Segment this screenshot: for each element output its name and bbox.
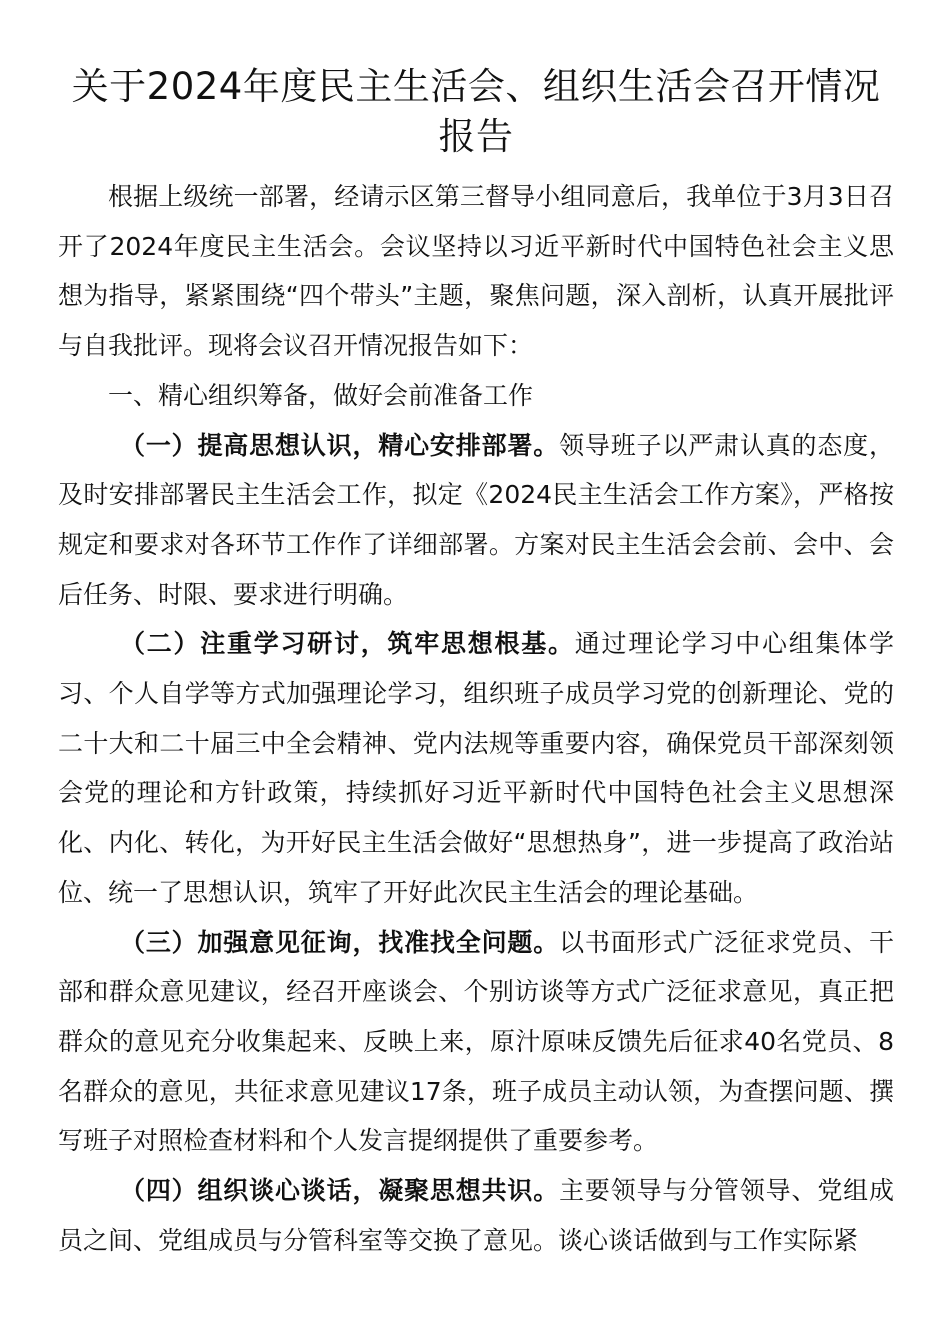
item-lead-4: （四）组织谈心谈话，凝聚思想共识。 xyxy=(120,1176,560,1206)
section-heading: 一、精心组织筹备，做好会前准备工作 xyxy=(108,380,534,410)
item-lead-2: （二）注重学习研讨，筑牢思想根基。 xyxy=(120,629,575,659)
item-text-2: 通过理论学习中心组集体学习、个人自学等方式加强理论学习，组织班子成员学习党的创新理论、党的二十大和二十届三中全会精神、党内法规等重要内容，确保党员干部深刻领会党的理论和方针政策，持续抓好习近平新时代中国特色社会主义思想深化、内化、转化，为开好民主生活会做好“思想热身”，进一步提高了政治站位、统一了思想认识，筑牢了开好此次民主生活会的理论基础。 xyxy=(58,629,894,907)
item-paragraph-3 xyxy=(58,918,894,1167)
intro-paragraph: 根据上级统一部署，经请示区第三督导小组同意后，我单位于3月3日召开了2024年度民主生活会。会议坚持以习近平新时代中国特色社会主义思想为指导，紧紧围绕“四个带头”主题，聚焦问题，深入剖析，认真开展批评与自我批评。现将会议召开情况报告如下： xyxy=(58,182,894,361)
item-paragraph-2 xyxy=(58,619,894,917)
document-page xyxy=(58,62,894,1265)
item-text-4: 主要领导与分管领导、党组成员之间、党组成员与分管科室等交换了意见。谈心谈话做到与工作实际紧 xyxy=(58,1176,894,1255)
item-paragraph-4 xyxy=(58,1166,894,1265)
item-paragraph-1 xyxy=(58,421,894,620)
item-text-1: 领导班子以严肃认真的态度，及时安排部署民主生活会工作，拟定《2024民主生活会工作方案》，严格按规定和要求对各环节工作作了详细部署。方案对民主生活会会前、会中、会后任务、时限、要求进行明确。 xyxy=(58,430,894,609)
item-text-3: 以书面形式广泛征求党员、干部和群众意见建议，经召开座谈会、个别访谈等方式广泛征求意见，真正把群众的意见充分收集起来、反映上来，原汁原味反馈先后征求40名党员、8名群众的意见，共征求意见建议17条，班子成员主动认领，为查摆问题、撰写班子对照检查材料和个人发言提纲提供了重要参考。 xyxy=(58,927,894,1156)
item-lead-3: （三）加强意见征询，找准找全问题。 xyxy=(120,927,560,957)
item-lead-1: （一）提高思想认识，精心安排部署。 xyxy=(120,430,560,460)
document-title: 关于2024年度民主生活会、组织生活会召开情况报告 xyxy=(71,65,881,158)
